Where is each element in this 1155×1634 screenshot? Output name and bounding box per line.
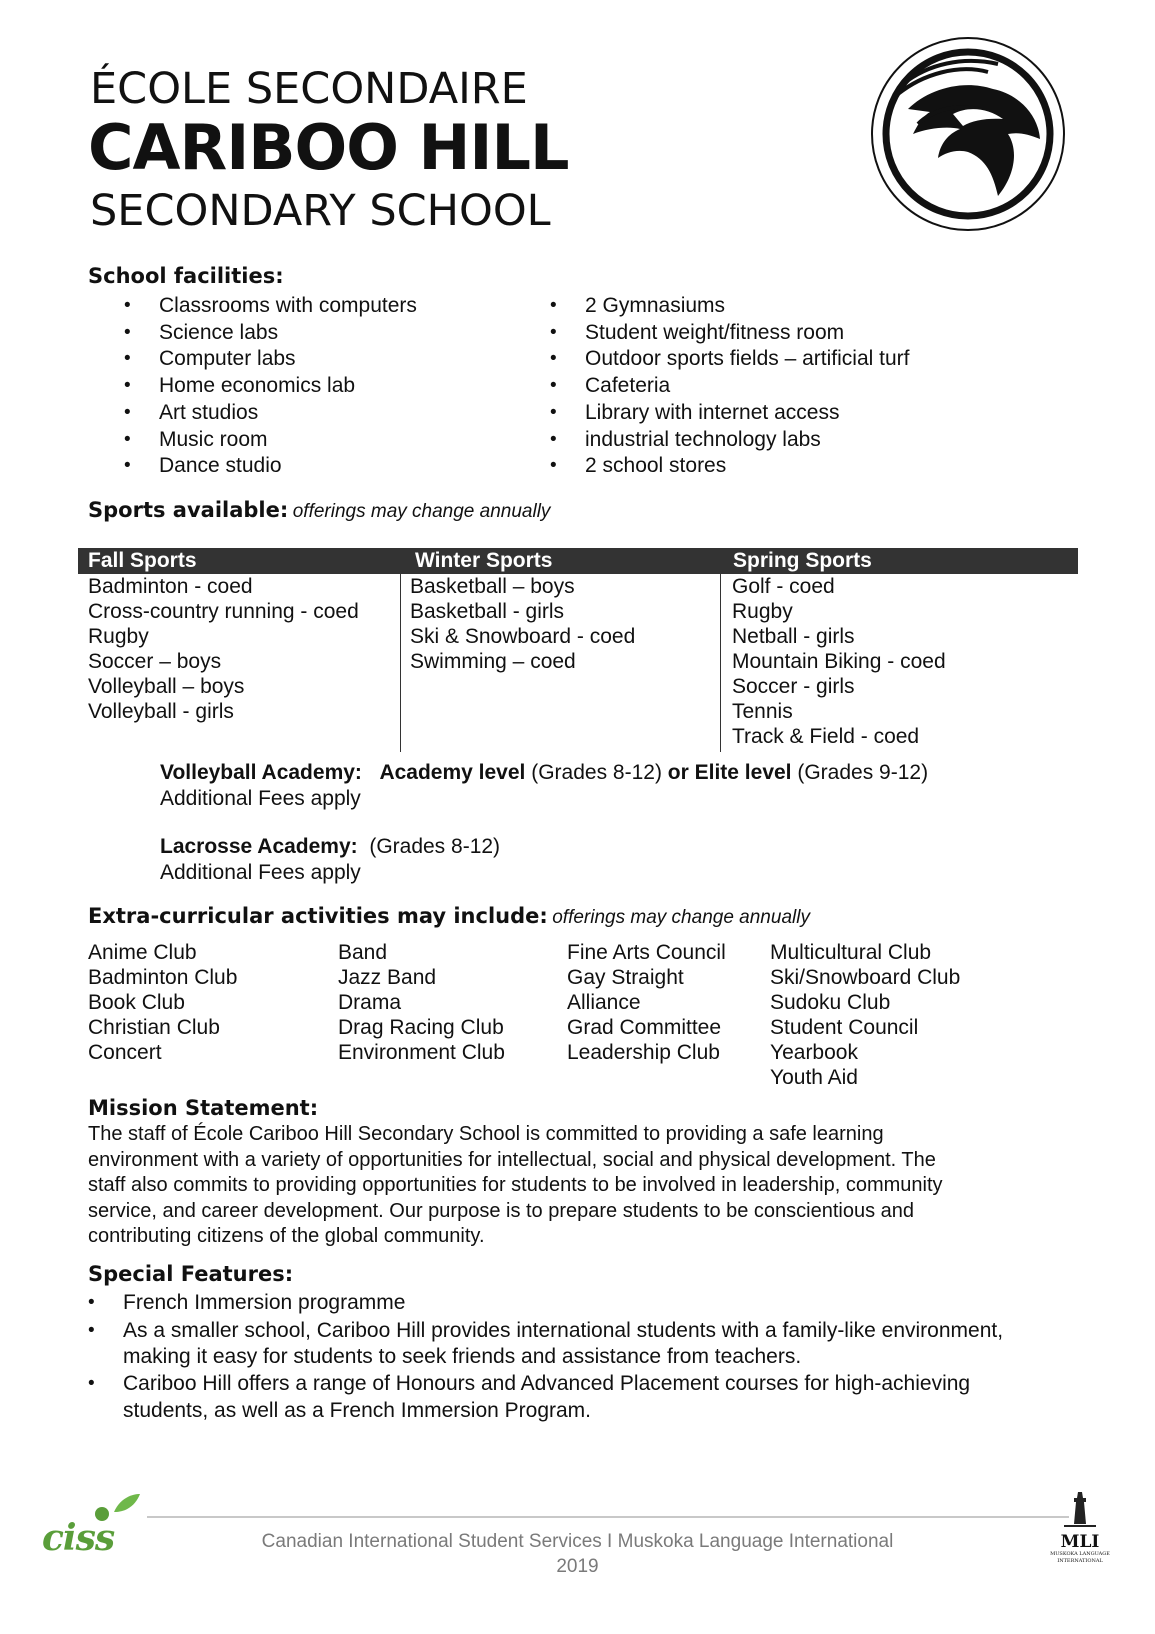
fall-sports-list [88, 550, 359, 724]
activities-column-4 [770, 940, 960, 1090]
list-item: Yearbook [770, 1041, 858, 1064]
footer-divider [147, 1516, 1069, 1518]
list-item: • Computer labs [124, 346, 417, 373]
list-item: Sudoku Club [770, 991, 891, 1014]
list-item: • Cafeteria [550, 373, 909, 400]
list-item: Volleyball - girls [88, 700, 234, 723]
mission-heading: Mission Statement: [88, 1096, 319, 1120]
feature-line: Cariboo Hill offers a range of Honours and Advanced Placement courses for high-achieving [123, 1372, 971, 1396]
extracurricular-heading-row [88, 904, 810, 929]
list-item: Cross-country running - coed [88, 600, 359, 623]
school-name-main: CARIBOO HILL [88, 111, 569, 184]
list-item: • 2 Gymnasiums [550, 293, 909, 320]
footer-year: 2019 [556, 1556, 599, 1577]
list-item: • Outdoor sports fields – artificial turf [550, 346, 909, 373]
list-item: Ski/Snowboard Club [770, 966, 961, 989]
academy-grades: (Grades 8-12) [531, 761, 662, 784]
list-item: • Science labs [124, 320, 417, 347]
list-item: Fine Arts Council [567, 941, 726, 964]
or-word: or [667, 761, 689, 784]
list-item: Multicultural Club [770, 941, 932, 964]
mli-logo-text: MLI [1060, 1532, 1100, 1552]
list-item: Book Club [88, 991, 185, 1014]
column-divider [720, 574, 721, 752]
list-item: • industrial technology labs [550, 427, 909, 454]
list-item: Volleyball – boys [88, 675, 245, 698]
list-item: Basketball – boys [410, 575, 575, 598]
list-item: Basketball - girls [410, 600, 565, 623]
winter-sports-list [410, 550, 635, 674]
list-item [88, 1290, 1003, 1317]
list-item: Rugby [88, 625, 149, 648]
volleyball-fees: Additional Fees apply [160, 787, 361, 810]
list-item: Grad Committee [567, 1016, 722, 1039]
mli-logo-subtext: MUSKOKA LANGUAGE INTERNATIONAL [1050, 1551, 1110, 1564]
list-item: Alliance [567, 991, 641, 1014]
feature-line: making it easy for students to seek friends and assistance from teachers. [123, 1345, 802, 1369]
list-item: Soccer – boys [88, 650, 222, 673]
elite-grades: (Grades 9-12) [797, 761, 929, 784]
footer-organizations: Canadian International Student Services I Muskoka Language International [261, 1531, 894, 1552]
extracurricular-heading: Extra-curricular activities may include: [88, 904, 548, 928]
extracurricular-note: offerings may change annually [552, 907, 810, 928]
list-item: Youth Aid [770, 1066, 858, 1089]
list-item: Anime Club [88, 941, 197, 964]
mission-paragraph [88, 1122, 943, 1250]
list-item: • Library with internet access [550, 400, 909, 427]
ciss-logo-text: ciss [42, 1517, 115, 1559]
lacrosse-academy [160, 834, 500, 860]
mission-line: staff also commits to providing opportunities for students to be involved in leadership, community [88, 1174, 943, 1197]
mission-line: The staff of École Cariboo Hill Secondary School is committed to providing a safe learning [88, 1123, 884, 1145]
list-item: • Dance studio [124, 453, 417, 480]
list-item: • Music room [124, 427, 417, 454]
list-item: Netball - girls [732, 625, 855, 648]
spring-sports-title: Spring Sports [733, 549, 872, 572]
facilities-list-left [124, 293, 417, 480]
list-item: Rugby [732, 600, 793, 623]
column-divider [400, 574, 401, 752]
list-item: Gay Straight [567, 966, 684, 989]
list-item: Band [338, 941, 388, 964]
list-item: Student Council [770, 1016, 919, 1039]
lacrosse-academy-label: Lacrosse Academy: [160, 835, 358, 858]
academy-level: Academy level [379, 761, 526, 784]
activities-column-2 [338, 940, 505, 1065]
school-name-english: SECONDARY SCHOOL [90, 186, 551, 236]
facilities-list-right [550, 293, 909, 480]
activities-column-3 [567, 940, 726, 1065]
school-crest-logo [868, 34, 1068, 234]
list-item: Golf - coed [732, 575, 835, 598]
list-item: • Student weight/fitness room [550, 320, 909, 347]
lighthouse-icon [1060, 1488, 1100, 1528]
facilities-heading: School facilities: [88, 264, 284, 288]
school-name-french: ÉCOLE SECONDAIRE [90, 64, 528, 114]
winter-sports-title: Winter Sports [415, 549, 553, 572]
sports-note: offerings may change annually [292, 501, 551, 522]
mission-line: service, and career development. Our purpose is to prepare students to be conscientious and [88, 1199, 915, 1222]
list-item [88, 1318, 1003, 1371]
list-item: Badminton Club [88, 966, 238, 989]
sports-heading-row [88, 498, 550, 523]
lacrosse-fees: Additional Fees apply [160, 861, 361, 884]
list-item: Swimming – coed [410, 650, 576, 673]
feature-line: students, as well as a French Immersion Program. [123, 1398, 592, 1422]
list-item: Mountain Biking - coed [732, 650, 946, 673]
special-features-heading: Special Features: [88, 1262, 294, 1286]
activities-column-1 [88, 940, 237, 1065]
mission-line: environment with a variety of opportunities for intellectual, social and physical development. The [88, 1148, 936, 1171]
feature-line: As a smaller school, Cariboo Hill provides international students with a family-like environment, [123, 1318, 1004, 1342]
list-item: Soccer - girls [732, 675, 855, 698]
list-item [88, 1371, 1003, 1424]
list-item: Track & Field - coed [732, 725, 920, 748]
list-item: • Classrooms with computers [124, 293, 417, 320]
elite-level: Elite level [694, 761, 792, 784]
list-item: Tennis [732, 700, 793, 723]
mission-line: contributing citizens of the global community. [88, 1225, 485, 1248]
list-item: • 2 school stores [550, 453, 909, 480]
list-item: Christian Club [88, 1016, 220, 1039]
list-item: Drag Racing Club [338, 1016, 504, 1039]
special-features-list [88, 1290, 1003, 1425]
fall-sports-title: Fall Sports [88, 549, 197, 572]
list-item: Leadership Club [567, 1041, 720, 1064]
list-item: Jazz Band [338, 966, 437, 989]
list-item: Concert [88, 1041, 162, 1064]
lacrosse-grades: (Grades 8-12) [369, 835, 501, 858]
volleyball-academy [160, 760, 928, 786]
list-item: Environment Club [338, 1041, 505, 1064]
spring-sports-list [732, 550, 946, 749]
feature-line: French Immersion programme [123, 1291, 406, 1314]
volleyball-academy-label: Volleyball Academy: [160, 761, 362, 784]
list-item: Ski & Snowboard - coed [410, 625, 636, 648]
list-item: • Art studios [124, 400, 417, 427]
list-item: Badminton - coed [88, 575, 253, 598]
sports-heading: Sports available: [88, 498, 289, 522]
list-item: • Home economics lab [124, 373, 417, 400]
mli-logo [1040, 1488, 1120, 1578]
list-item: Drama [338, 991, 402, 1014]
